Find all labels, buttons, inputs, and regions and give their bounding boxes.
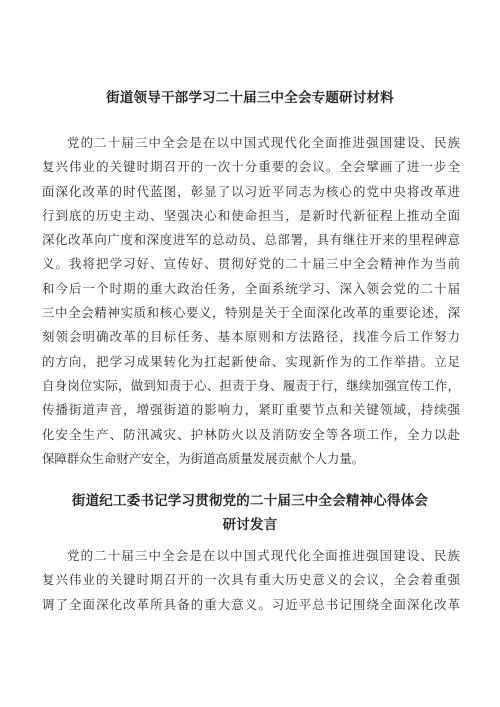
text-line: 面深化改革的时代蓝图，彰显了以习近平同志为核心的党中央将改革进: [42, 183, 460, 199]
document-title-1: 街道领导干部学习二十届三中全会专题研讨材料: [106, 90, 394, 106]
text-line: 调了全面深化改革所具备的重大意义。习近平总书记围绕全面深化改革: [42, 596, 460, 612]
text-line: 义。我将把学习好、宣传好、贯彻好党的二十届三中全会精神作为当前: [42, 256, 460, 272]
text-line: 保障群众生命财产安全，为街道高质量发展贡献个人力量。: [42, 450, 365, 466]
text-line: 党的二十届三中全会是在以中国式现代化全面推进强国建设、民族: [67, 548, 460, 563]
text-line: 和今后一个时期的重大政治任务，全面系统学习、深入领会党的二十届: [42, 280, 460, 296]
text-line: 党的二十届三中全会是在以中国式现代化全面推进强国建设、民族: [67, 135, 460, 150]
text-line: 化安全生产、防汛减灾、护林防火以及消防安全等各项工作，全力以赴: [42, 426, 460, 442]
text-line: 复兴伟业的关键时期召开的一次十分重要的会议。全会擘画了进一步全: [42, 159, 460, 175]
text-line: 自身岗位实际，做到知责于心、担责于身、履责于行，继续加强宣传工作，: [42, 377, 460, 393]
text-line: 深化改革向广度和深度进军的总动员、总部署，具有继往开来的里程碑意: [42, 232, 460, 248]
document-title-2: 街道纪工委书记学习贯彻党的二十届三中全会精神心得体会: [71, 493, 429, 509]
document-title-2-subtitle: 研讨发言: [222, 517, 278, 533]
paragraph-2: [42, 544, 460, 617]
text-line: 复兴伟业的关键时期召开的一次具有重大历史意义的会议，全会着重强: [42, 572, 460, 588]
text-line: 三中全会精神实质和核心要义，特别是关于全面深化改革的重要论述，深: [42, 305, 460, 321]
text-line: 传播街道声音，增强街道的影响力，紧盯重要节点和关键领域，持续强: [42, 402, 460, 418]
text-line: 的方向，把学习成果转化为扛起新使命、实现新作为的工作举措。立足: [42, 353, 460, 369]
text-line: 行到底的历史主动、坚强决心和使命担当，是新时代新征程上推动全面: [42, 207, 460, 223]
text-line: 刻领会明确改革的目标任务、基本原则和方法路径，找准今后工作努力: [42, 329, 460, 345]
paragraph-1: [42, 131, 460, 471]
